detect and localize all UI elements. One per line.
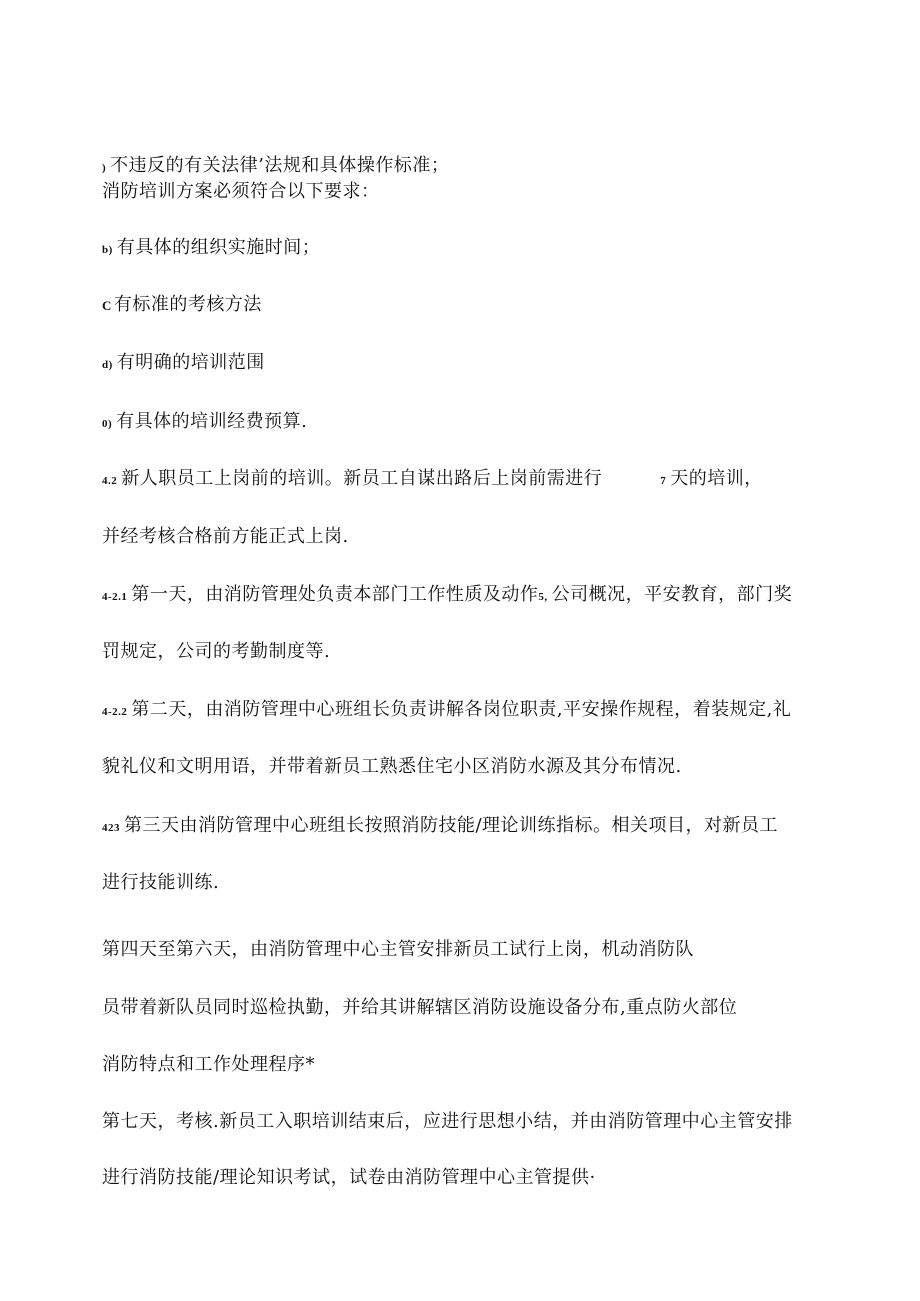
paragraph-line xyxy=(102,351,265,377)
paragraph-line xyxy=(102,525,349,549)
line-text: 罚规定，公司的考勤制度等. xyxy=(102,641,331,662)
paragraph-line xyxy=(102,583,792,609)
paragraph-line xyxy=(102,236,320,262)
item-marker: b) xyxy=(102,244,113,256)
line-text: 有具体的培训经费预算. xyxy=(116,411,308,432)
paragraph-line xyxy=(102,467,763,493)
item-marker: ) xyxy=(102,162,107,174)
line-text: 第四天至第六天，由消防管理中心主管安排新员工试行上岗，机动消防队 xyxy=(102,939,694,960)
inline-number: 5, xyxy=(538,591,548,603)
paragraph-line xyxy=(102,640,330,664)
item-marker: 0) xyxy=(102,418,113,430)
paragraph-line xyxy=(102,180,380,204)
line-text: 第一天，由消防管理处负责本部门工作性质及动作 xyxy=(131,584,539,605)
paragraph-line xyxy=(102,996,737,1020)
line-text: 消防特点和工作处理程序* xyxy=(102,1054,315,1075)
item-marker: d) xyxy=(102,359,113,371)
paragraph-line xyxy=(102,293,262,318)
line-text: 第七天，考核.新员工入职培训结束后，应进行思想小结，并由消防管理中心主管安排 xyxy=(102,1111,793,1132)
paragraph-line xyxy=(102,938,694,962)
line-text: 公司概况，平安教育，部门奖 xyxy=(551,584,793,605)
line-text: 天的培训， xyxy=(670,468,763,489)
paragraph-line xyxy=(102,410,307,436)
section-number: 4.2 xyxy=(102,475,118,487)
line-text: 第二天，由消防管理中心班组长负责讲解各岗位职责,平安操作规程，着装规定,礼 xyxy=(131,699,792,720)
section-number: 4-2.1 xyxy=(102,591,128,603)
line-text: 消防培训方案必须符合以下要求： xyxy=(102,181,380,202)
line-text: 并经考核合格前方能正式上岗. xyxy=(102,526,349,547)
line-text: 进行技能训练. xyxy=(102,872,220,893)
section-number: 423 xyxy=(102,822,120,834)
section-number: 4-2.2 xyxy=(102,706,128,718)
line-text: 第三天由消防管理中心班组长按照消防技能/理论训练指标。相关项目，对新员工 xyxy=(124,815,779,836)
paragraph-line xyxy=(102,1053,315,1077)
line-text: 进行消防技能/理论知识考试，试卷由消防管理中心主管提供· xyxy=(102,1167,596,1188)
line-text: 貌礼仪和文明用语，并带着新员工熟悉住宅小区消防水源及其分布情况. xyxy=(102,756,682,777)
paragraph-line xyxy=(102,698,791,724)
inline-number: 7 xyxy=(660,475,667,487)
paragraph-line xyxy=(102,814,778,840)
paragraph-line xyxy=(102,755,682,779)
line-text: 有标准的考核方法 xyxy=(113,294,262,315)
paragraph-line xyxy=(102,871,219,895)
line-text: 有明确的培训范围 xyxy=(116,352,265,373)
line-text: 有具体的组织实施时间； xyxy=(116,237,321,258)
paragraph-line xyxy=(102,1166,596,1190)
line-text: 新人职员工上岗前的培训。新员工自谋出路后上岗前需进行 xyxy=(121,468,603,489)
line-text: 不违反的有关法律’法规和具体操作标准； xyxy=(110,155,450,176)
paragraph-line xyxy=(102,1110,793,1134)
paragraph-line xyxy=(102,154,449,180)
item-marker: C xyxy=(102,298,112,313)
line-text: 员带着新队员同时巡检执勤，并给其讲解辖区消防设施设备分布,重点防火部位 xyxy=(102,997,738,1018)
